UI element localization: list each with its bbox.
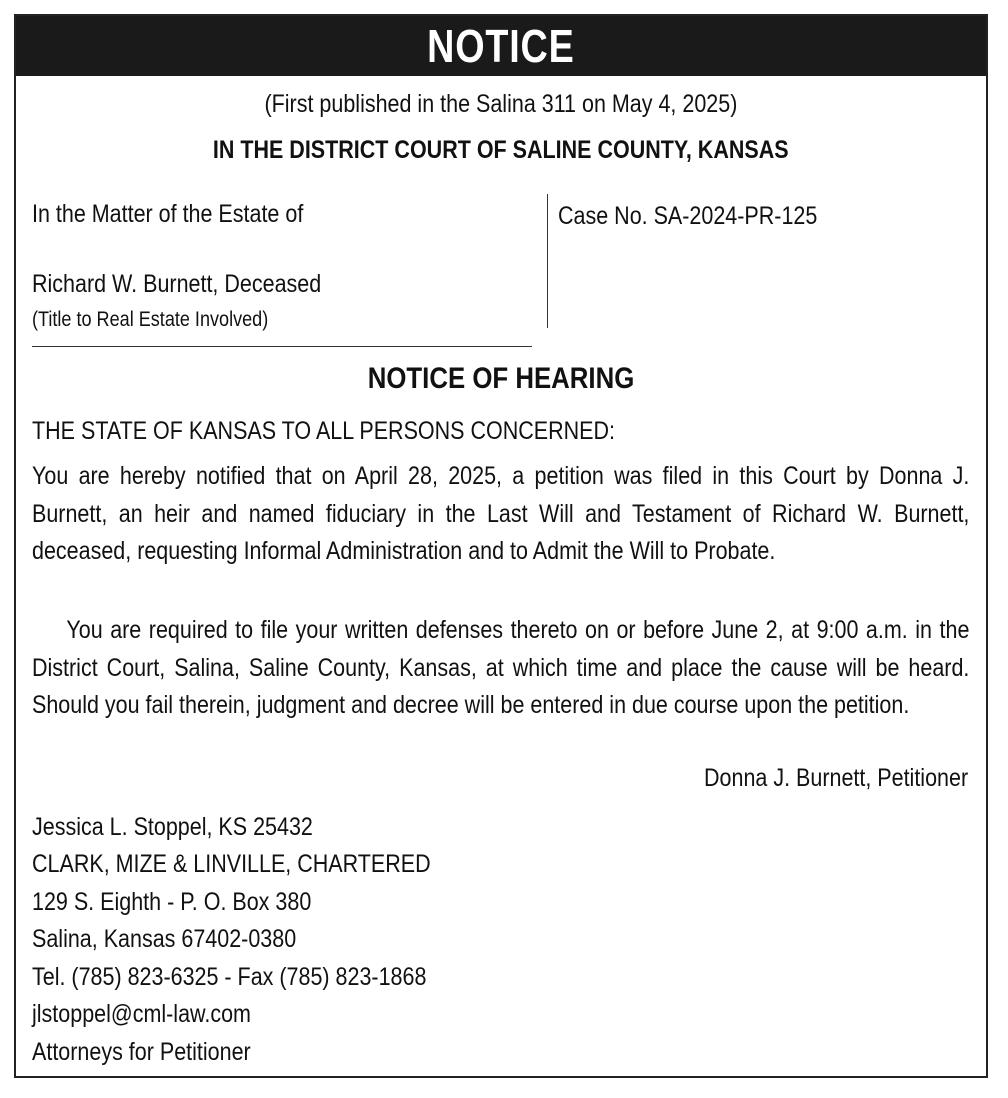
attorney-address-line1: 129 S. Eighth - P. O. Box 380 <box>32 888 312 916</box>
petitioner-signature: Donna J. Burnett, Petitioner <box>703 764 968 792</box>
attorney-email: jlstoppel@cml-law.com <box>32 1000 251 1028</box>
attorney-firm: CLARK, MIZE & LINVILLE, CHARTERED <box>32 850 431 878</box>
hearing-title: NOTICE OF HEARING <box>367 362 635 395</box>
paragraph-petition: You are hereby notified that on April 28, 2025, a petition was filed in this Court by Donna J. Burnett, an heir and named fiduciary in the Last Will and Testament of Richard W. Burnett, deceased, requesting Informal Administration and to Admit the Will to Probate. <box>32 462 970 565</box>
notice-frame <box>14 14 988 1078</box>
caption-divider-vertical <box>547 194 548 328</box>
attorney-phone: Tel. (785) 823-6325 - Fax (785) 823-1868 <box>32 963 427 991</box>
attorney-role: Attorneys for Petitioner <box>32 1038 251 1066</box>
case-number: Case No. SA-2024-PR-125 <box>558 202 818 230</box>
attorney-name: Jessica L. Stoppel, KS 25432 <box>32 813 313 841</box>
title-note: (Title to Real Estate Involved) <box>32 308 269 331</box>
published-line: (First published in the Salina 311 on May 4, 2025) <box>264 90 738 118</box>
court-heading: IN THE DISTRICT COURT OF SALINE COUNTY, KANSAS <box>213 136 789 164</box>
paragraph-defenses: You are required to file your written defenses thereto on or before June 2, at 9:00 a.m. in the District Court, Salina, Saline County, Kansas, at which time and place the cause will be heard. Should you fail therein, judgment and decree will be entered in due course upon the petition. <box>32 616 970 719</box>
notice-banner: NOTICE <box>16 16 986 76</box>
attorney-address-line2: Salina, Kansas 67402-0380 <box>32 925 297 953</box>
caption-divider-horizontal <box>32 346 532 347</box>
salutation: THE STATE OF KANSAS TO ALL PERSONS CONCERNED: <box>32 417 616 445</box>
decedent-name: Richard W. Burnett, Deceased <box>32 270 322 298</box>
matter-label: In the Matter of the Estate of <box>32 200 304 228</box>
